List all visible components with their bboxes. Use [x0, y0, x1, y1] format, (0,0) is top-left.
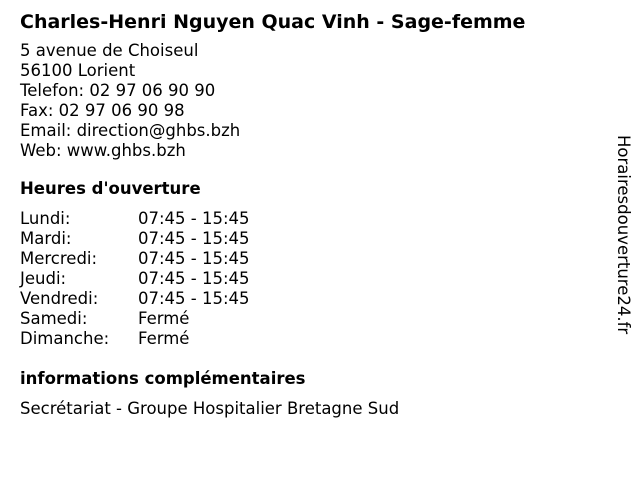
hours-day: Lundi: — [20, 209, 71, 228]
address-city: 56100 Lorient — [20, 61, 136, 80]
info-heading: informations complémentaires — [20, 369, 306, 388]
hours-day: Vendredi: — [20, 289, 99, 308]
hours-row — [20, 329, 600, 349]
hours-time: Fermé — [138, 329, 190, 348]
hours-day: Jeudi: — [20, 269, 67, 288]
page-title: Charles-Henri Nguyen Quac Vinh - Sage-femme — [20, 11, 526, 33]
web-line: Web: www.ghbs.bzh — [20, 141, 186, 160]
hours-row — [20, 249, 600, 269]
hours-time: 07:45 - 15:45 — [138, 269, 250, 288]
email-line: Email: direction@ghbs.bzh — [20, 121, 241, 140]
hours-day: Mercredi: — [20, 249, 98, 268]
hours-day: Mardi: — [20, 229, 72, 248]
hours-row — [20, 269, 600, 289]
hours-day: Samedi: — [20, 309, 88, 328]
hours-row — [20, 289, 600, 309]
hours-table — [20, 209, 600, 349]
phone-line: Telefon: 02 97 06 90 90 — [20, 81, 216, 100]
hours-time: Fermé — [138, 309, 190, 328]
hours-time: 07:45 - 15:45 — [138, 289, 250, 308]
hours-time: 07:45 - 15:45 — [138, 249, 250, 268]
hours-time: 07:45 - 15:45 — [138, 209, 250, 228]
hours-row — [20, 309, 600, 329]
fax-line: Fax: 02 97 06 90 98 — [20, 101, 185, 120]
hours-time: 07:45 - 15:45 — [138, 229, 250, 248]
business-card — [20, 10, 600, 419]
hours-row — [20, 209, 600, 229]
hours-day: Dimanche: — [20, 329, 110, 348]
info-text: Secrétariat - Groupe Hospitalier Bretagne Sud — [20, 399, 400, 418]
hours-heading: Heures d'ouverture — [20, 179, 201, 198]
brand-watermark: Horairesdouverture24.fr — [614, 135, 633, 335]
hours-row — [20, 229, 600, 249]
address-street: 5 avenue de Choiseul — [20, 41, 199, 60]
